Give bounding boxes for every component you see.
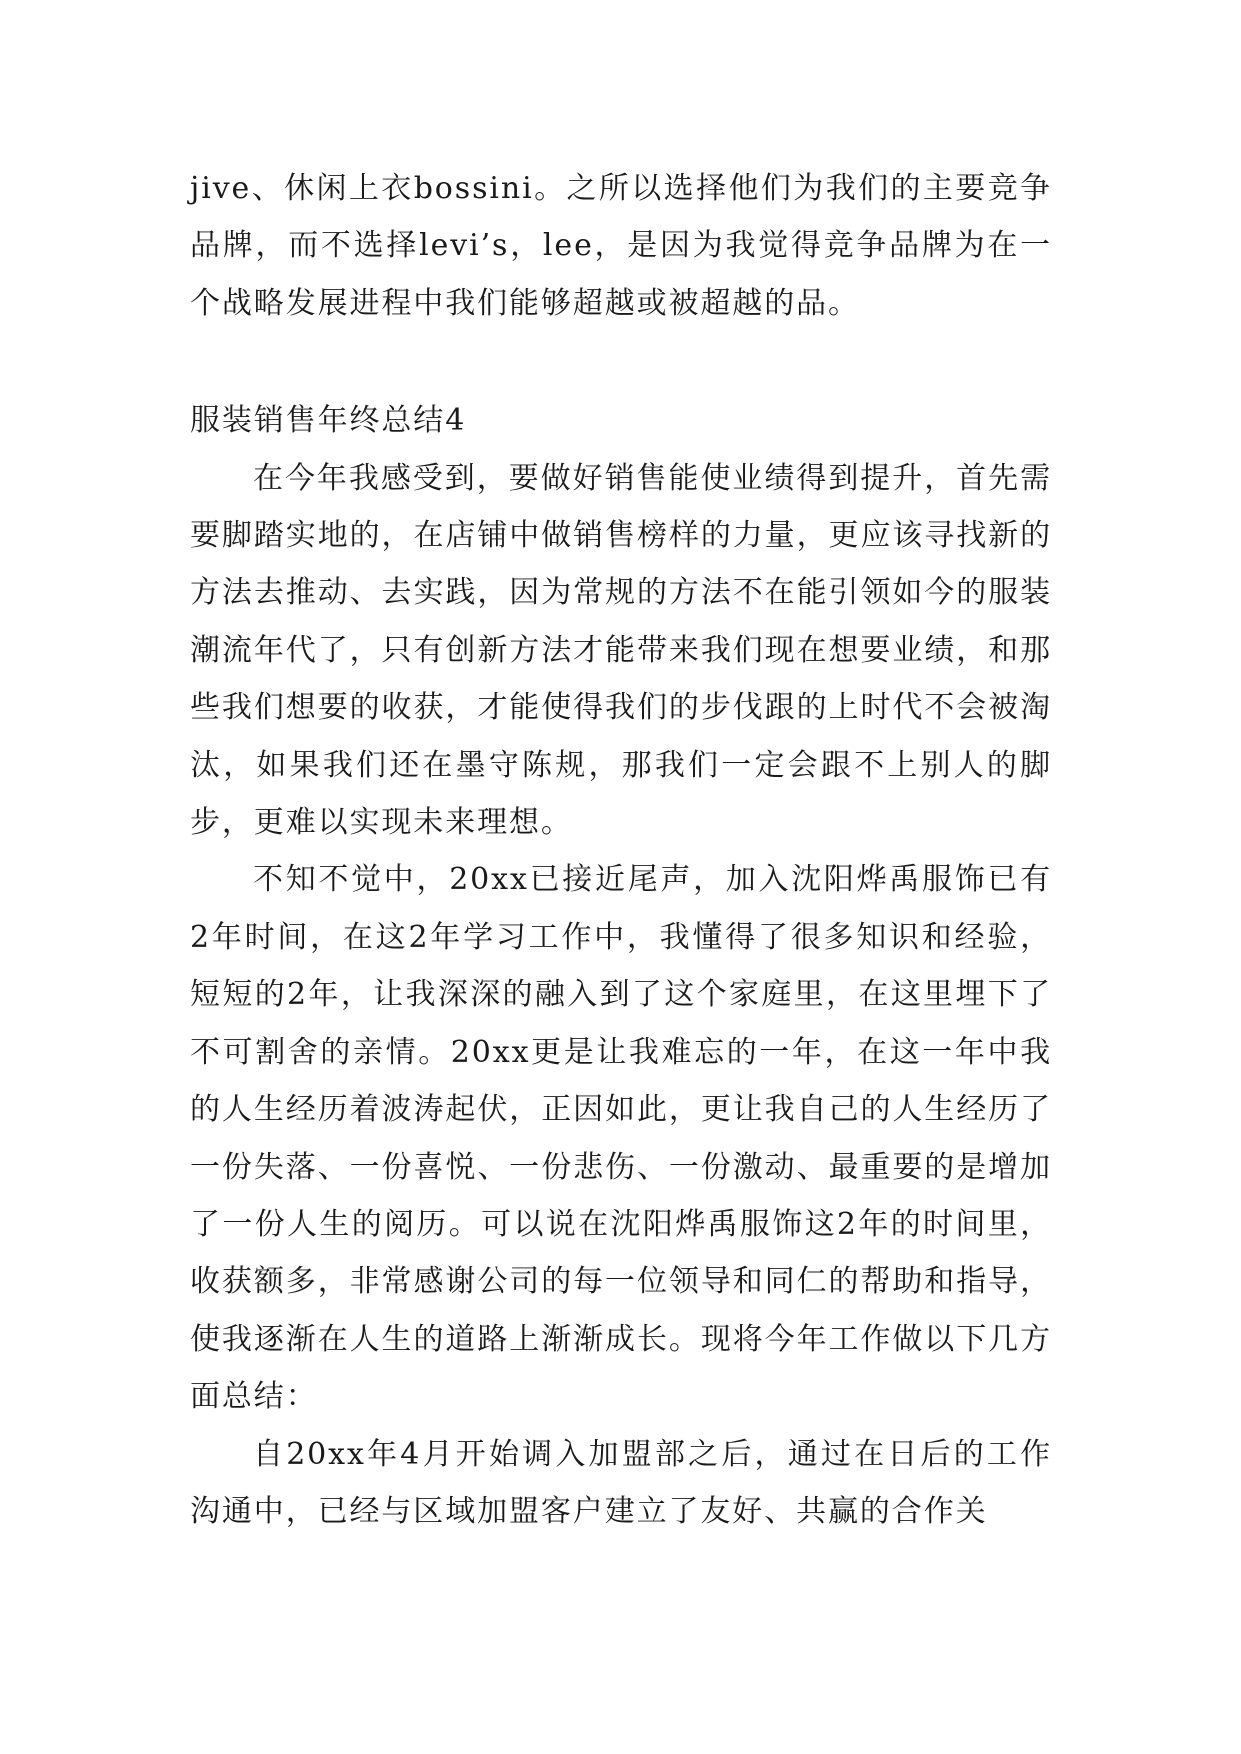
continued-paragraph: jive、休闲上衣bossini。之所以选择他们为我们的主要竞争品牌，而不选择levi’s，lee，是因为我觉得竞争品牌为在一个战略发展进程中我们能够超越或被超越的品。 (190, 171, 1052, 321)
paragraph: 不知不觉中，20xx已接近尾声，加入沈阳烨禹服饰已有2年时间，在这2年学习工作中，我懂得了很多知识和经验，短短的2年，让我深深的融入到了这个家庭里，在这里埋下了不可割舍的亲情。20xx更是让我难忘的一年，在这一年中我的人生经历着波涛起伏，正因如此，更让我自己的人生经历了一份失落、一份喜悦、一份悲伤、一份激动、最重要的是增加了一份人生的阅历。可以说在沈阳烨禹服饰这2年的时间里，收获额多，非常感谢公司的每一位领导和同仁的帮助和指导，使我逐渐在人生的道路上渐渐成长。现将今年工作做以下几方面总结： (190, 862, 1052, 1415)
document-body (190, 160, 1052, 1540)
section-spacer (190, 332, 1052, 392)
section-title: 服装销售年终总结4 (190, 403, 467, 439)
paragraph: 自20xx年4月开始调入加盟部之后，通过在日后的工作沟通中，已经与区域加盟客户建立了友好、共赢的合作关 (190, 1436, 1052, 1529)
paragraph: 在今年我感受到，要做好销售能使业绩得到提升，首先需要脚踏实地的，在店铺中做销售榜样的力量，更应该寻找新的方法去推动、去实践，因为常规的方法不在能引领如今的服装潮流年代了，只有创新方法才能带来我们现在想要业绩，和那些我们想要的收获，才能使得我们的步伐跟的上时代不会被淘汰，如果我们还在墨守陈规，那我们一定会跟不上别人的脚步，更难以实现未来理想。 (190, 460, 1052, 841)
